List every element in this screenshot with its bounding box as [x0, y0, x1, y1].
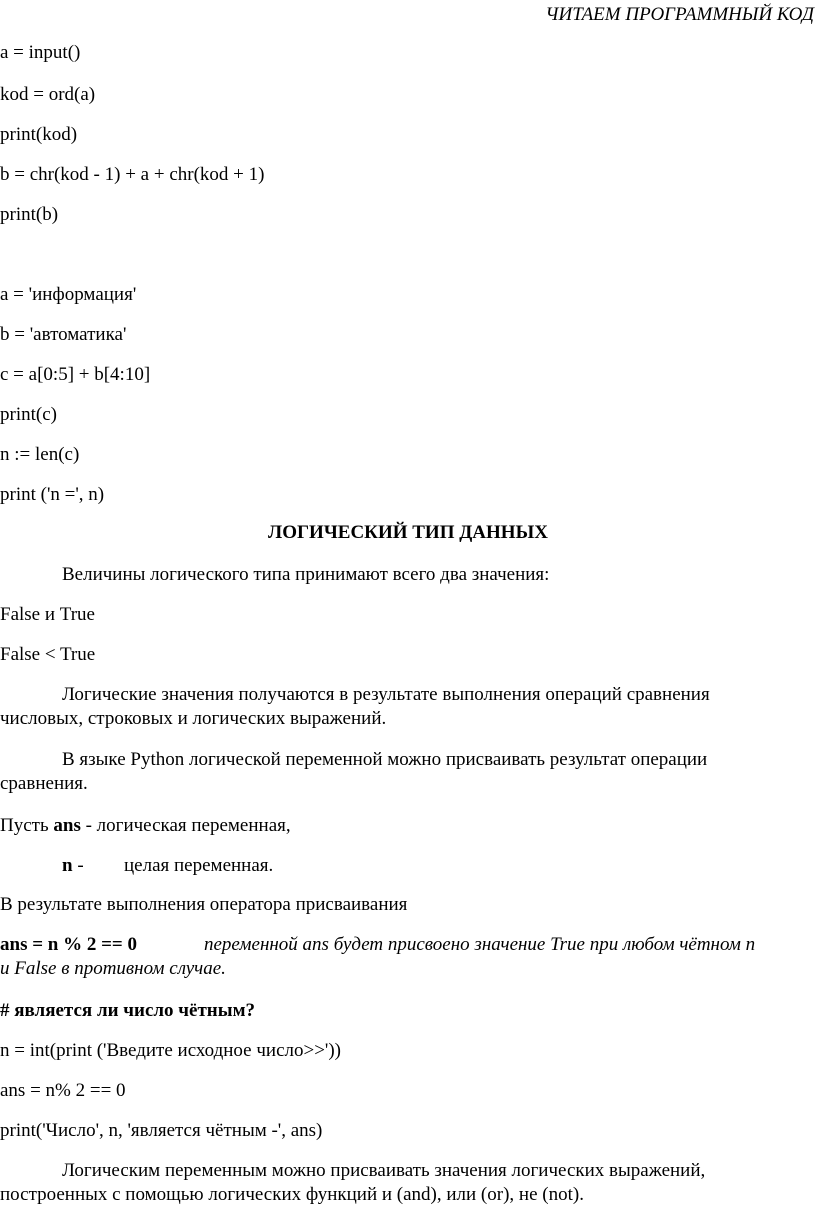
code-line: ans = n% 2 == 0	[0, 1080, 126, 1101]
code-line: print('Число', n, 'является чётным -', ans)	[0, 1120, 323, 1141]
values-line: False и True	[0, 604, 95, 625]
paragraph-line: сравнения.	[0, 773, 88, 794]
paragraph: Величины логического типа принимают всего два значения:	[62, 564, 550, 585]
n-dash: -	[72, 855, 84, 876]
section-title: ЛОГИЧЕСКИЙ ТИП ДАННЫХ	[268, 522, 548, 543]
code-line: print(c)	[0, 404, 57, 425]
code-line: print(kod)	[0, 124, 78, 145]
code-line: n := len(c)	[0, 444, 80, 465]
code-line: b = chr(kod - 1) + a + chr(kod + 1)	[0, 164, 265, 185]
paragraph-line: В языке Python логической переменной можно присваивать результат операции	[62, 749, 708, 770]
code-line: c = a[0:5] + b[4:10]	[0, 364, 151, 385]
compare-line: False < True	[0, 644, 96, 665]
paragraph-line: Логическим переменным можно присваивать значения логических выражений,	[62, 1160, 706, 1181]
assign-desc-text: и False в противном случае.	[0, 958, 226, 979]
n-var: n	[62, 855, 73, 876]
assign-intro: В результате выполнения оператора присваивания	[0, 894, 408, 915]
code-line: a = input()	[0, 42, 81, 63]
code-comment-text: # является ли число чётным?	[0, 1000, 256, 1021]
code-line: n = int(print ('Введите исходное число>>'))	[0, 1040, 341, 1061]
assign-desc-line	[204, 934, 755, 956]
code-comment	[0, 1000, 255, 1022]
paragraph-line: числовых, строковых и логических выражений.	[0, 708, 387, 729]
let-prefix: Пусть	[0, 815, 54, 836]
assign-desc-line	[0, 958, 226, 980]
code-line: a = 'информация'	[0, 284, 137, 305]
page-header: ЧИТАЕМ ПРОГРАММНЫЙ КОД	[545, 4, 814, 25]
let-line	[0, 815, 291, 837]
n-rest: целая переменная.	[124, 855, 274, 876]
assign-code-text: ans = n % 2 == 0	[0, 934, 138, 955]
assign-desc-text: переменной ans будет присвоено значение True при любом чётном n	[204, 934, 756, 955]
paragraph-line: построенных с помощью логических функций и (and), или (or), не (not).	[0, 1184, 584, 1205]
code-line: print ('n =', n)	[0, 484, 105, 505]
code-line: kod = ord(a)	[0, 84, 96, 105]
let-var: ans	[53, 815, 81, 836]
code-line: b = 'автоматика'	[0, 324, 127, 345]
assign-code	[0, 934, 137, 956]
paragraph-line: Логические значения получаются в результате выполнения операций сравнения	[62, 684, 710, 705]
code-line: print(b)	[0, 204, 59, 225]
let-rest: - логическая переменная,	[80, 815, 291, 836]
n-line	[62, 855, 84, 877]
